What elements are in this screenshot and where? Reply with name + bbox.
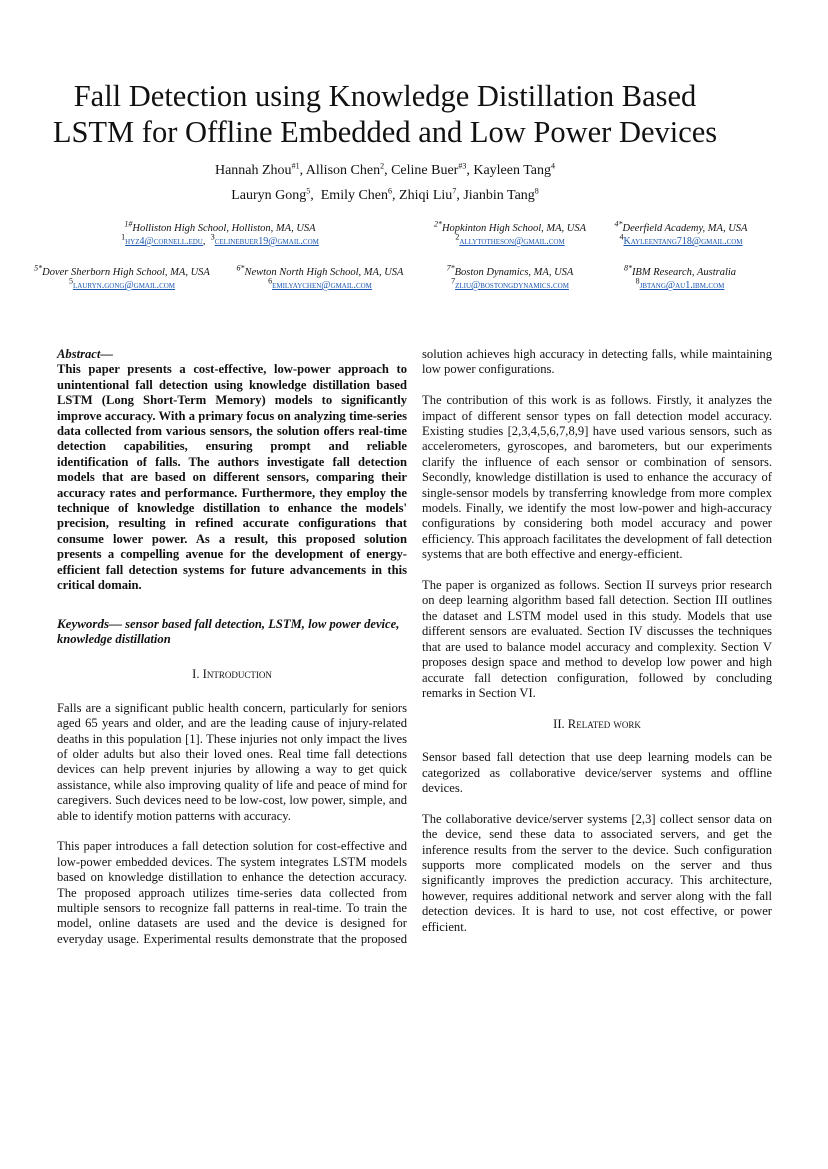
left-column: [57, 347, 407, 963]
email-link[interactable]: Kayleentang718@gmail.com: [623, 236, 743, 247]
paragraph: Sensor based fall detection that use deep learning models can be categorized as collaborative device/server systems and offline devices.: [422, 750, 772, 795]
title-line: Fall Detection using Knowledge Distillation Based: [73, 79, 697, 113]
paragraph: Falls are a significant public health concern, particularly for seniors aged 65 years and older, and are the leading cause of injury-related deaths in this population [1]. These injuries not only impact the lives of older adults but also their loved ones. Real time fall detections devices can help prevent injuries by allowing a way to get quick assistance, while also improving quality of life and peace of mind for caregivers. Such devices need to be low-cost, low power, simple, and able to identify motion patterns with accuracy.: [57, 700, 407, 823]
affiliation: $^{1\#}$Holliston High School, Holliston, MA, USA $^1$hyz4@cornell.edu, $^3$celinebuer19@gmail.com: [121, 219, 319, 247]
paragraph: This paper introduces a fall detection solution for cost-effective and low-power embedded devices. The system integrates LSTM models based on knowledge distillation to enhance the detection accuracy. The proposed approach utilizes time-series data collected from multiple sensors to recognize fall patterns in real-time. To train the model, online datasets are used and the device is designed for everyday usage. Experimental results demonstrate that the proposed: [57, 839, 407, 946]
affiliation: $^{4*}$Deerfield Academy, MA, USA $^4$Kayleentang718@gmail.com: [614, 219, 748, 247]
author: Allison Chen$^2$: [305, 161, 385, 178]
author: Celine Buer$^{\#3}$: [391, 161, 467, 178]
keywords-label: Keywords—: [57, 615, 122, 631]
affiliation: $^{6*}$Newton North High School, MA, USA $^6$emilyaychen@gmail.com: [236, 263, 404, 291]
email-link[interactable]: zliu@bostongdynamics.com: [455, 280, 569, 291]
paragraph: The paper is organized as follows. Section II surveys prior research on deep learning algorithm based fall detection. Section III outlines the dataset and LSTM model used in this study. Models that use different sensors are evaluated. Section IV discusses the techniques that are used to balance model accuracy and complexity. Section V proposes design space and method to develop low power and high accurate fall detection configuration, followed by concluding remarks in Section VI.: [422, 578, 772, 700]
keywords-text: sensor based fall detection, LSTM, low power device, knowledge distillation: [57, 616, 400, 646]
abstract: [57, 347, 407, 594]
affiliation: $^{8*}$IBM Research, Australia $^8$jbtang@au1.ibm.com: [623, 263, 737, 291]
paper-title: [0, 78, 770, 150]
paragraph: The collaborative device/server systems [2,3] collect sensor data on the device, send these data to associated servers, and get the inference results from the server to the device. Such configuration supports more complicated models on the server and thus significantly improves the prediction accuracy. This architecture, however, requires additional network and server along with the fall detection devices. It is hard to use, not cost effective, or power efficient.: [422, 811, 772, 934]
author-line: Lauryn Gong$^5$, Emily Chen$^6$, Zhiqi Liu$^7$, Jianbin Tang$^8$: [231, 186, 539, 203]
paragraph: The contribution of this work is as follows. Firstly, it analyzes the impact of different sensor types on fall detection model accuracy. Existing studies [2,3,4,5,6,7,8,9] have used various sensors, such as accelerometers, gyroscopes, and barometers, but our experiments clarify the influence of each sensor or combination of sensors. Secondly, knowledge distillation is used to enhance the accuracy of single-sensor models by transferring knowledge from more complex models. Finally, we identify the most low-power and high-accuracy configurations by considering both model accuracy and power efficiency. This approach facilitates the development of fall detection systems that are both effective and energy-efficient.: [422, 393, 772, 562]
author: Lauryn Gong$^5$: [231, 186, 311, 203]
keywords: [57, 616, 407, 648]
paragraph-continuation: solution achieves high accuracy in detecting falls, while maintaining low power configurations.: [422, 347, 772, 377]
author-line: Hannah Zhou$^{\#1}$, Allison Chen$^2$, Celine Buer$^{\#3}$, Kayleen Tang$^4$: [214, 161, 556, 178]
email-link[interactable]: emilyaychen@gmail.com: [272, 280, 372, 291]
author-list: [0, 158, 770, 208]
email-link[interactable]: lauryn.gong@gmail.com: [72, 280, 176, 291]
email-link[interactable]: jbtang@au1.ibm.com: [639, 280, 725, 291]
author: Zhiqi Liu$^7$: [399, 186, 457, 203]
affiliation: $^{5*}$Dover Sherborn High School, MA, USA $^5$lauryn.gong@gmail.com: [34, 263, 210, 291]
abstract-text: This paper presents a cost-effective, low-power approach to unintentional fall detection using knowledge distillation based LSTM (Long Short-Term Memory) models to significantly improve accuracy. With a primary focus on analyzing time-series data collected from various sensors, the solution offers real-time detection capabilities, ensuring prompt and reliable identification of falls. The authors investigate fall detection models that are based on different sensors, comparing their accuracy rates and performance. Furthermore, they employ the technique of knowledge distillation to enhance the models' precision, resulting in refined accurate configurations that consume lower power. As a result, this proposed solution presents a compelling avenue for the development of energy-efficient fall detection systems for future advancements in this critical domain.: [57, 362, 407, 593]
email-link[interactable]: celinebuer19@gmail.com: [214, 236, 319, 247]
author: Emily Chen$^6$: [320, 186, 393, 203]
affiliation: $^{2*}$Hopkinton High School, MA, USA $^2$allytotheson@gmail.com: [433, 219, 587, 247]
author: Kayleen Tang$^4$: [473, 161, 556, 178]
title-line: LSTM for Offline Embedded and Low Power Devices: [52, 115, 718, 149]
right-column: [422, 347, 772, 950]
affiliation: $^{7*}$Boston Dynamics, MA, USA $^7$zliu@bostongdynamics.com: [446, 263, 574, 291]
email-link[interactable]: allytotheson@gmail.com: [459, 236, 565, 247]
author: Hannah Zhou$^{\#1}$: [214, 161, 300, 178]
email-link[interactable]: hyz4@cornell.edu: [125, 236, 203, 247]
abstract-label: Abstract—: [57, 347, 113, 361]
section-heading-introduction: I. Introduction: [192, 667, 272, 682]
section-heading-related-work: II. Related work: [553, 716, 641, 731]
author: Jianbin Tang$^8$: [463, 186, 539, 203]
